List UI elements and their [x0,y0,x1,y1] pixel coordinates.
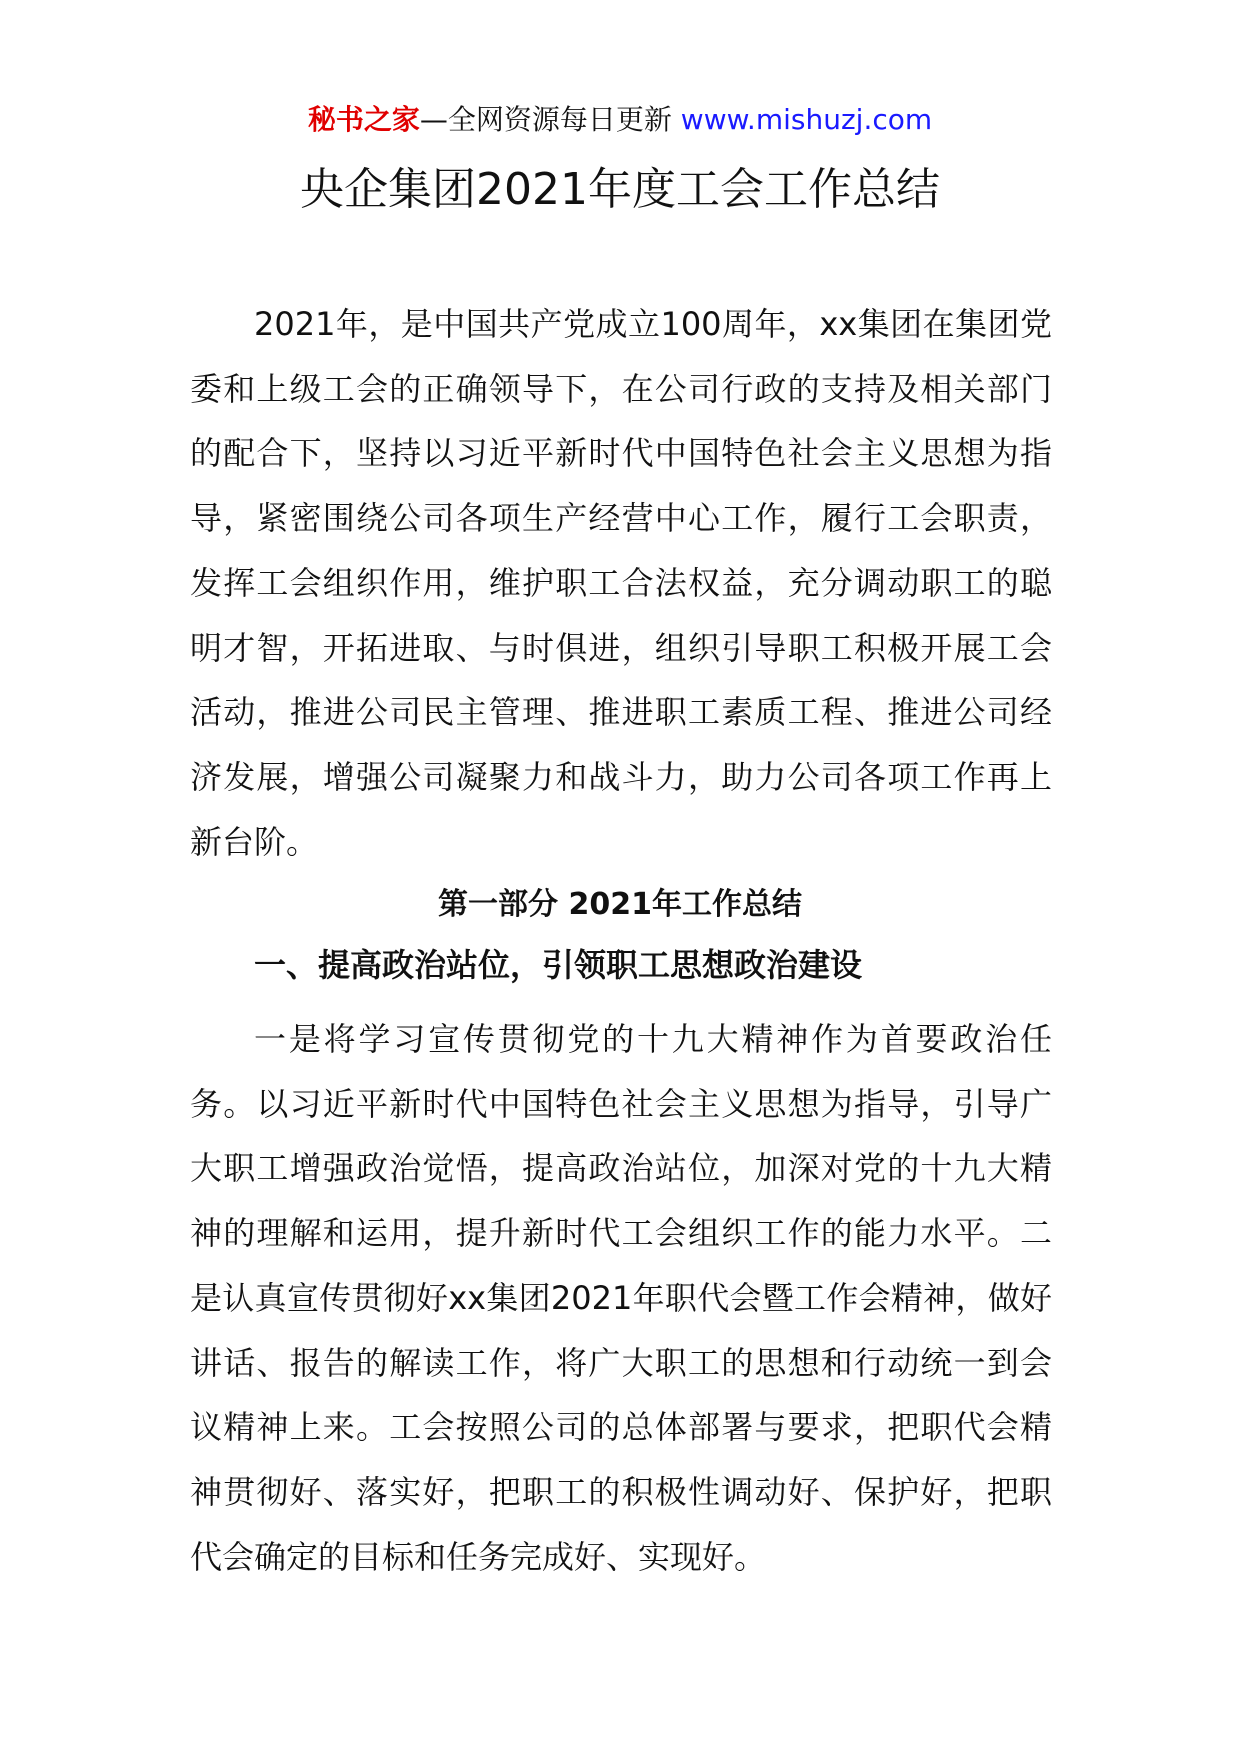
intro-paragraph: 2021年，是中国共产党成立100周年，xx集团在集团党委和上级工会的正确领导下，在公司行政的支持及相关部门的配合下，坚持以习近平新时代中国特色社会主义思想为指导，紧密围绕公司各项生产经营中心工作，履行工会职责，发挥工会组织作用，维护职工合法权益，充分调动职工的聪明才智，开拓进取、与时俱进，组织引导职工积极开展工会活动，推进公司民主管理、推进职工素质工程、推进公司经济发展，增强公司凝聚力和战斗力，助力公司各项工作再上新台阶。 [190,305,1052,861]
section-paragraph: 一是将学习宣传贯彻党的十九大精神作为首要政治任务。以习近平新时代中国特色社会主义思想为指导，引导广大职工增强政治觉悟，提高政治站位，加深对党的十九大精神的理解和运用，提升新时代工会组织工作的能力水平。二是认真宣传贯彻好xx集团2021年职代会暨工作会精神，做好讲话、报告的解读工作，将广大职工的思想和行动统一到会议精神上来。工会按照公司的总体部署与要求，把职代会精神贯彻好、落实好，把职工的积极性调动好、保护好，把职代会确定的目标和任务完成好、实现好。 [190,1020,1052,1576]
header-slogan: —全网资源每日更新 [419,103,672,136]
document-title: 央企集团2021年度工会工作总结 [300,164,940,215]
site-url-link[interactable]: www.mishuzj.com [680,103,933,136]
section-heading: 一、提高政治站位，引领职工思想政治建设 [254,946,863,984]
brand-name: 秘书之家 [307,103,420,136]
site-header [0,100,1240,140]
part-heading: 第一部分 2021年工作总结 [438,887,802,922]
